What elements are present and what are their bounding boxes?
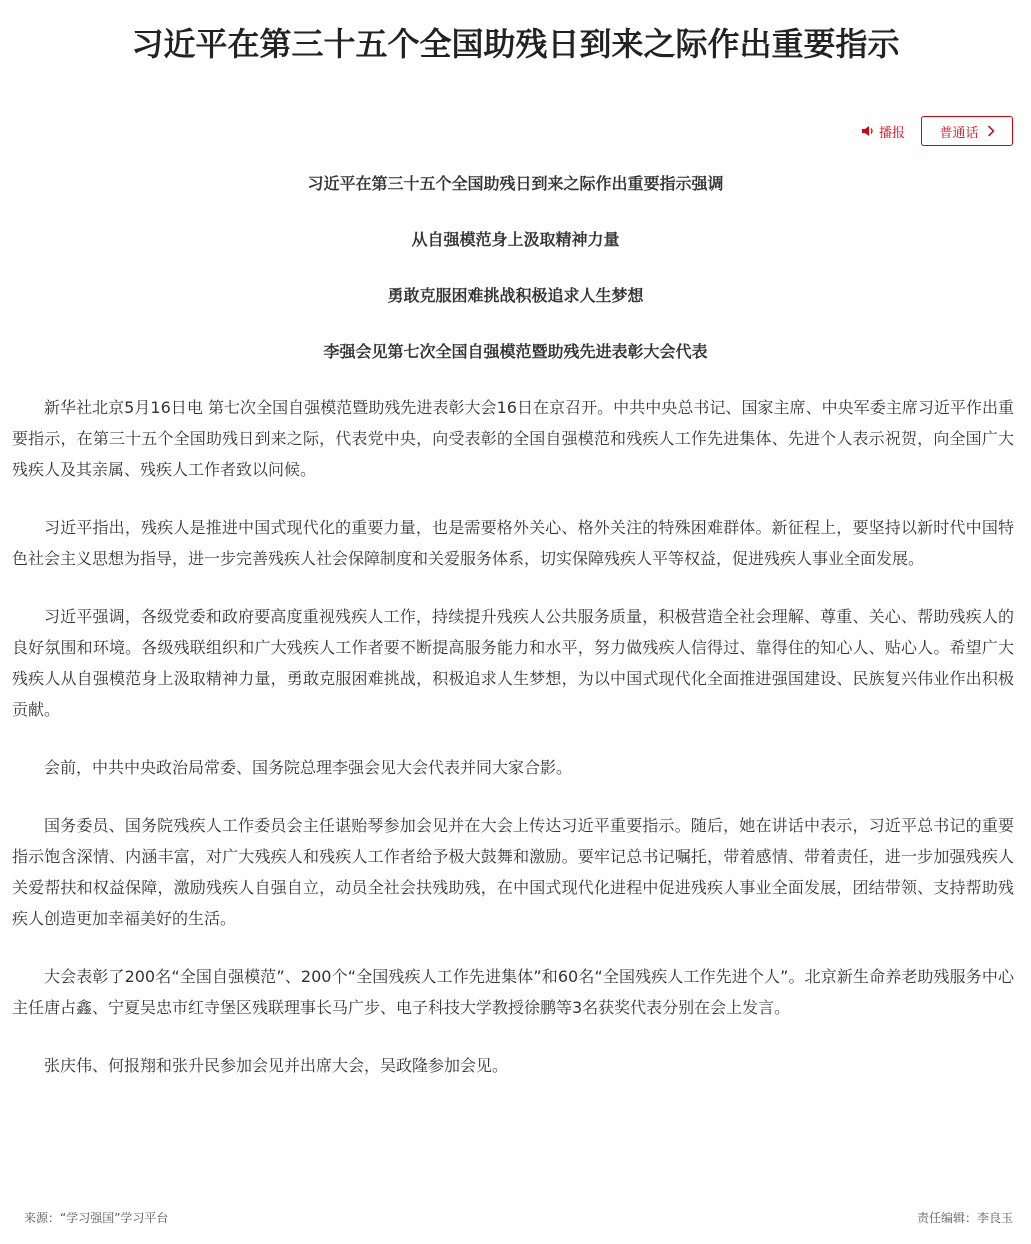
article-paragraph: 会前，中共中央政治局常委、国务院总理李强会见大会代表并同大家合影。 bbox=[44, 758, 573, 777]
subtitle-block bbox=[0, 170, 1031, 394]
subtitle-line: 从自强模范身上汲取精神力量 bbox=[411, 230, 620, 249]
audio-toolbar bbox=[861, 115, 1013, 147]
page-title: 习近平在第三十五个全国助残日到来之际作出重要指示 bbox=[131, 25, 900, 63]
subtitle-line: 习近平在第三十五个全国助残日到来之际作出重要指示强调 bbox=[307, 174, 724, 193]
play-button-label: 播报 bbox=[878, 125, 905, 141]
article-paragraph: 大会表彰了200名“全国自强模范”、200个“全国残疾人工作先进集体”和60名“全国残疾人工作先进个人”。北京新生命养老助残服务中心主任唐占鑫、宁夏吴忠市红寺堡区残联理事长马广步、电子科技大学教授徐鹏等3名获奖代表分别在会上发言。 bbox=[12, 967, 1014, 1017]
article-footer bbox=[24, 1208, 1013, 1228]
article-paragraph: 习近平指出，残疾人是推进中国式现代化的重要力量，也是需要格外关心、格外关注的特殊困难群体。新征程上，要坚持以新时代中国特色社会主义思想为指导，进一步完善残疾人社会保障制度和关爱服务体系，切实保障残疾人平等权益，促进残疾人事业全面发展。 bbox=[12, 518, 1014, 568]
source-text: 来源：“学习强国”学习平台 bbox=[24, 1211, 169, 1225]
article-paragraph: 张庆伟、何报翔和张升民参加会见并出席大会，吴政隆参加会见。 bbox=[44, 1056, 509, 1075]
chevron-right-icon bbox=[987, 125, 995, 137]
dialect-select-button[interactable] bbox=[921, 116, 1013, 146]
dialect-label: 普通话 bbox=[939, 125, 979, 141]
speaker-icon bbox=[861, 125, 875, 137]
subtitle-line: 李强会见第七次全国自强模范暨助残先进表彰大会代表 bbox=[323, 342, 708, 361]
article-body bbox=[12, 392, 1014, 1108]
article-paragraph: 国务委员、国务院残疾人工作委员会主任谌贻琴参加会见并在大会上传达习近平重要指示。随后，她在讲话中表示，习近平总书记的重要指示饱含深情、内涵丰富，对广大残疾人和残疾人工作者给予极大鼓舞和激励。要牢记总书记嘱托，带着感情、带着责任，进一步加强残疾人关爱帮扶和权益保障，激励残疾人自强自立，动员全社会扶残助残，在中国式现代化进程中促进残疾人事业全面发展，团结带领、支持帮助残疾人创造更加幸福美好的生活。 bbox=[12, 816, 1014, 928]
subtitle-line: 勇敢克服困难挑战积极追求人生梦想 bbox=[387, 286, 644, 305]
article-paragraph: 习近平强调，各级党委和政府要高度重视残疾人工作，持续提升残疾人公共服务质量，积极营造全社会理解、尊重、关心、帮助残疾人的良好氛围和环境。各级残联组织和广大残疾人工作者要不断提高服务能力和水平，努力做残疾人信得过、靠得住的知心人、贴心人。希望广大残疾人从自强模范身上汲取精神力量，勇敢克服困难挑战，积极追求人生梦想，为以中国式现代化全面推进强国建设、民族复兴伟业作出积极贡献。 bbox=[12, 607, 1014, 719]
article-paragraph: 新华社北京5月16日电 第七次全国自强模范暨助残先进表彰大会16日在京召开。中共中央总书记、国家主席、中央军委主席习近平作出重要指示，在第三十五个全国助残日到来之际，代表党中央，向受表彰的全国自强模范和残疾人工作先进集体、先进个人表示祝贺，向全国广大残疾人及其亲属、残疾人工作者致以问候。 bbox=[12, 398, 1014, 479]
play-button[interactable] bbox=[861, 122, 905, 141]
editor-text: 责任编辑：李良玉 bbox=[916, 1211, 1013, 1225]
